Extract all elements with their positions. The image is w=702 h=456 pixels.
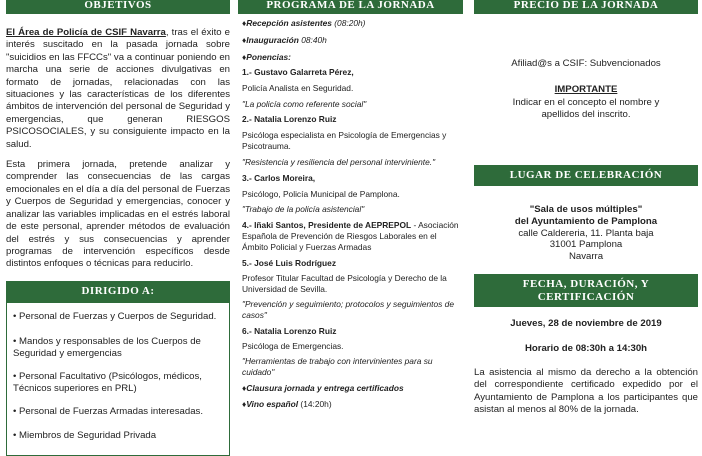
ponencias-heading: ♦Ponencias: [242, 52, 291, 62]
lugar-region: Navarra [568, 251, 604, 263]
column-info [474, 0, 698, 416]
speaker-3-role: Psicólogo, Policía Municipal de Pamplona. [242, 189, 400, 199]
speaker-6-name: 6.- Natalia Lorenzo Ruiz [242, 326, 337, 336]
speaker-1-talk: "La policía como referente social" [242, 99, 367, 109]
inauguracion-item: ♦Inauguración 08:40h [242, 35, 327, 45]
fecha-banner: FECHA, DURACIÓN, Y CERTIFICACIÓN [474, 274, 698, 307]
recepcion-item: ♦Recepción asistentes (08:20h) [242, 18, 366, 28]
objetivos-banner: OBJETIVOS [6, 0, 230, 14]
speaker-2-role: Psicóloga especialista en Psicología de Emergencias y Psicotrauma. [242, 130, 447, 151]
csif-area-link: El Área de Policía de CSIF Navarra [6, 27, 166, 38]
clausura-item: ♦Clausura jornada y entrega certificados [242, 383, 404, 393]
speaker-6-talk: "Herramientas de trabajo con intervinientes para su cuidado" [242, 356, 433, 377]
lugar-sala: "Sala de usos múltiples" [529, 204, 643, 215]
speaker-1-name: 1.- Gustavo Galarreta Pérez, [242, 67, 354, 77]
list-item: • Personal de Fuerzas y Cuerpos de Seguridad. [13, 311, 217, 322]
objetivos-paragraph-2: Esta primera jornada, pretende analizar y comprender las consecuencias de las cargas emocionales en el día a día del personal de Fuerzas y Cuerpos de Seguridad y emergencias, conocer y analizar las variables implicadas en el estrés laboral de este personal, aprender métodos de evaluación del estrés y sus consecuencias y aprender programas de intervención específicos desde distintos enfoques o técnicas para reducirlo. [6, 159, 230, 270]
speaker-2-name: 2.- Natalia Lorenzo Ruiz [242, 114, 337, 124]
fecha-date: Jueves, 28 de noviembre de 2019 [510, 318, 662, 329]
speaker-6-role: Psicóloga de Emergencias. [242, 341, 344, 351]
objetivos-paragraph-1: El Área de Policía de CSIF Navarra, tras el éxito e interés suscitado en la pasada jornada sobre "suicidios en las FFCCs" va a continuar poniendo en marcha una serie de acciones divulgativas en formato de jornadas, relacionadas con las situaciones y las características de los diferentes ámbitos de intervención del personal de Seguridad y emergencias, que generan RIESGOS PSICOSOCIALES, y su consiguiente impacto en la salud. [6, 27, 230, 150]
speaker-5-role: Profesor Titular Facultad de Psicología y Derecho de la Universidad de Sevilla. [242, 273, 447, 294]
fecha-horario: Horario de 08:30h a 14:30h [524, 343, 648, 354]
dirigido-list [6, 302, 230, 456]
speaker-2-talk: "Resistencia y resiliencia del personal interviniente." [242, 157, 436, 167]
importante-text: Indicar en el concepto el nombre y apellidos del inscrito. [512, 96, 660, 121]
speaker-5-talk: "Prevención y seguimiento; protocolos y seguimientos de casos" [242, 299, 454, 320]
lugar-ayuntamiento: del Ayuntamiento de Pamplona [514, 215, 658, 227]
speaker-5-name: 5.- José Luis Rodríguez [242, 258, 337, 268]
list-item: • Mandos y responsables de los Cuerpos de Seguridad y emergencias [13, 335, 201, 359]
column-objetivos [6, 0, 230, 441]
vino-item: ♦Vino español (14:20h) [242, 399, 332, 409]
column-programa [238, 0, 463, 410]
lugar-banner: LUGAR DE CELEBRACIÓN [474, 165, 698, 186]
speaker-4: 4.- Iñaki Santos, Presidente de AEPREPOL - Asociación Española de Prevención de Riesgos Laborales en el Ámbito Policial y Fuerzas Armadas [242, 220, 459, 252]
list-item: • Personal Facultativo (Psicólogos, médicos, Técnicos superiores en PRL) [13, 370, 202, 394]
afiliados-text: Afiliad@s a CSIF: Subvencionados [511, 58, 661, 69]
precio-banner: PRECIO DE LA JORNADA [474, 0, 698, 14]
speaker-1-role: Policía Analista en Seguridad. [242, 83, 354, 93]
speaker-3-name: 3.- Carlos Moreira, [242, 173, 316, 183]
lugar-calle: calle Caldereria, 11. Planta baja [518, 227, 654, 239]
certificacion-text: La asistencia al mismo da derecho a la obtención del correspondiente certificado expedido por el Ayuntamiento de Pamplona a los participantes que asistan al menos al 80% de la jornada. [474, 367, 698, 416]
programa-banner: PROGRAMA DE LA JORNADA [238, 0, 463, 14]
list-item: • Personal de Fuerzas Armadas interesadas. [13, 405, 204, 417]
dirigido-banner: DIRIGIDO A: [6, 281, 230, 302]
importante-heading: IMPORTANTE [554, 84, 618, 96]
lugar-cp: 31001 Pamplona [549, 239, 623, 251]
speaker-3-talk: "Trabajo de la policía asistencial" [242, 204, 365, 214]
list-item: • Miembros de Seguridad Privada [13, 430, 157, 441]
